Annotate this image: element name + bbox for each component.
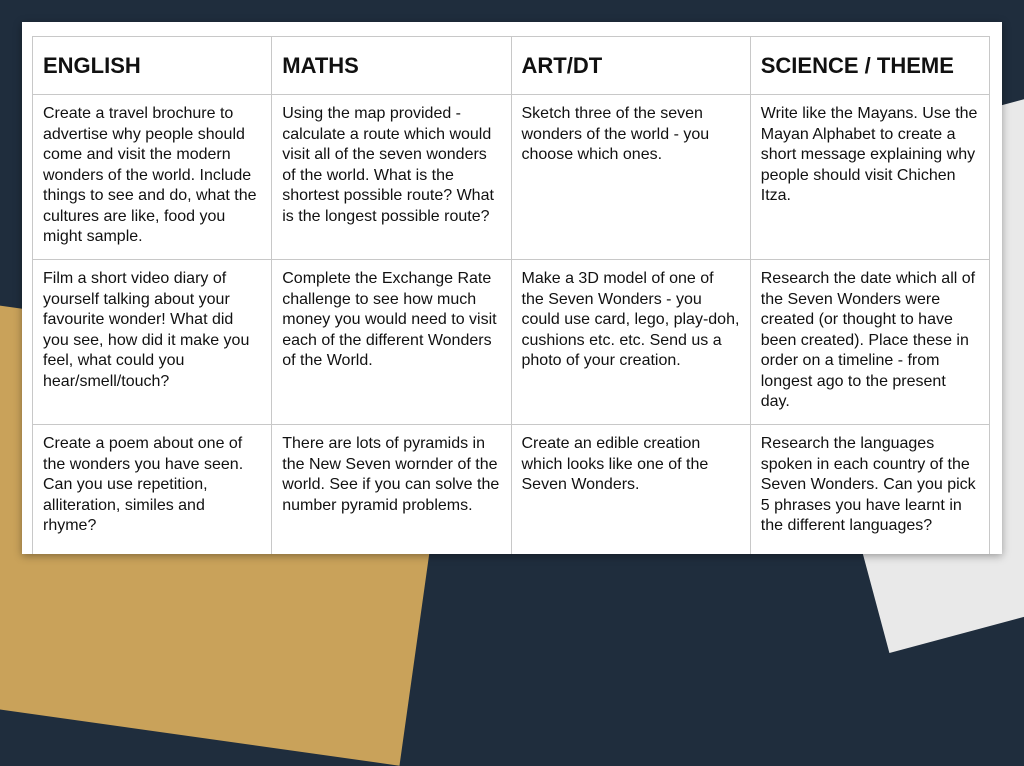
maths-task-1: Using the map provided - calculate a route which would visit all of the seven wonders of the world. What is the shortest possible route? What is the longest possible route? <box>272 95 511 260</box>
english-task-1: Create a travel brochure to advertise why people should come and visit the modern wonders of the world. Include things to see and do, what the cultures are like, food you might sample. <box>33 95 272 260</box>
maths-task-3: There are lots of pyramids in the New Seven wornder of the world. See if you can solve the number pyramid problems. <box>272 425 511 555</box>
maths-task-2: Complete the Exchange Rate challenge to see how much money you would need to visit each of the different Wonders of the World. <box>272 260 511 425</box>
art-dt-task-3: Create an edible creation which looks like one of the Seven Wonders. <box>511 425 750 555</box>
english-task-2: Film a short video diary of yourself talking about your favourite wonder! What did you see, how did it make you feel, what could you hear/smell/touch? <box>33 260 272 425</box>
art-dt-task-1: Sketch three of the seven wonders of the world - you choose which ones. <box>511 95 750 260</box>
english-task-3: Create a poem about one of the wonders you have seen. Can you use repetition, alliteration, similes and rhyme? <box>33 425 272 555</box>
table-row <box>33 425 990 555</box>
table-row <box>33 260 990 425</box>
science-theme-task-3: Research the languages spoken in each country of the Seven Wonders. Can you pick 5 phrases you have learnt in the different languages? <box>750 425 989 555</box>
science-theme-task-1: Write like the Mayans. Use the Mayan Alphabet to create a short message explaining why people should visit Chichen Itza. <box>750 95 989 260</box>
art-dt-task-2: Make a 3D model of one of the Seven Wonders - you could use card, lego, play-doh, cushions etc. etc. Send us a photo of your creation. <box>511 260 750 425</box>
column-header-art-dt: ART/DT <box>511 37 750 95</box>
column-header-english: ENGLISH <box>33 37 272 95</box>
activity-table <box>32 36 990 554</box>
header-row <box>33 37 990 95</box>
column-header-science-theme: SCIENCE / THEME <box>750 37 989 95</box>
table-row <box>33 95 990 260</box>
activity-grid-card <box>22 22 1002 554</box>
science-theme-task-2: Research the date which all of the Seven Wonders were created (or thought to have been created). Place these in order on a timeline - from longest ago to the present day. <box>750 260 989 425</box>
column-header-maths: MATHS <box>272 37 511 95</box>
